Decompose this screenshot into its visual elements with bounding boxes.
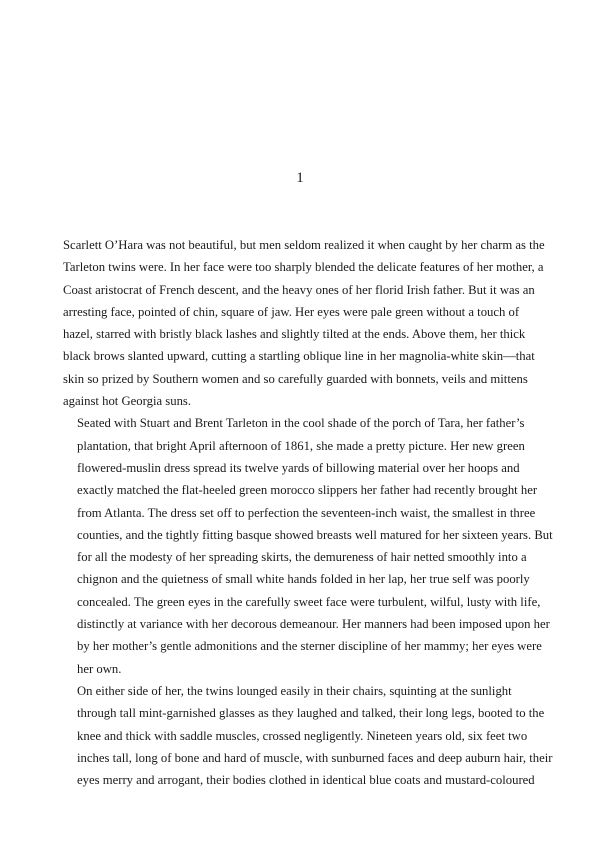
text-line: through tall mint-garnished glasses as they laughed and talked, their long legs, booted to the xyxy=(77,706,545,721)
text-line: her own. xyxy=(77,661,122,676)
text-line: by her mother’s gentle admonitions and the sterner discipline of her mammy; her eyes were xyxy=(77,639,542,654)
body-text xyxy=(63,234,553,791)
text-line: skin so prized by Southern women and so carefully guarded with bonnets, veils and mittens xyxy=(63,371,528,386)
text-line: plantation, that bright April afternoon of 1861, she made a pretty picture. Her new green xyxy=(77,438,525,453)
text-line: for all the modesty of her spreading skirts, the demureness of hair netted smoothly into a xyxy=(77,550,527,565)
text-line: counties, and the tightly fitting basque showed breasts well matured for her sixteen years. But xyxy=(77,527,553,542)
text-line: chignon and the quietness of small white hands folded in her lap, her true self was poorly xyxy=(77,572,530,587)
text-line: Scarlett O’Hara was not beautiful, but men seldom realized it when caught by her charm as the xyxy=(63,238,545,252)
text-line: arresting face, pointed of chin, square of jaw. Her eyes were pale green without a touch of xyxy=(63,304,520,319)
text-line: flowered-muslin dress spread its twelve yards of billowing material over her hoops and xyxy=(77,460,520,475)
text-line: concealed. The green eyes in the carefully sweet face were turbulent, wilful, lusty with life, xyxy=(77,594,541,609)
text-line: On either side of her, the twins lounged easily in their chairs, squinting at the sunlight xyxy=(77,683,512,698)
chapter-number: 1 xyxy=(296,170,304,186)
text-line: black brows slanted upward, cutting a startling oblique line in her magnolia-white skin—that xyxy=(63,349,535,364)
text-line: against hot Georgia suns. xyxy=(63,394,192,409)
paragraph xyxy=(63,680,553,791)
text-line: Seated with Stuart and Brent Tarleton in the cool shade of the porch of Tara, her father’s xyxy=(77,416,525,431)
text-line: Tarleton twins were. In her face were too sharply blended the delicate features of her mother, a xyxy=(63,260,544,275)
text-line: from Atlanta. The dress set off to perfection the seventeen-inch waist, the smallest in three xyxy=(77,505,536,520)
paragraph xyxy=(63,234,545,412)
text-line: inches tall, long of bone and hard of muscle, with sunburned faces and deep auburn hair, their xyxy=(77,750,553,765)
text-line: eyes merry and arrogant, their bodies clothed in identical blue coats and mustard-coloured xyxy=(77,773,535,788)
paragraph xyxy=(63,412,553,680)
text-line: hazel, starred with bristly black lashes and slightly tilted at the ends. Above them, her thick xyxy=(63,327,526,342)
text-line: exactly matched the flat-heeled green morocco slippers her father had recently brought her xyxy=(77,483,538,498)
text-line: knee and thick with saddle muscles, crossed negligently. Nineteen years old, six feet two xyxy=(77,728,528,743)
text-line: Coast aristocrat of French descent, and the heavy ones of her florid Irish father. But it was an xyxy=(63,282,535,297)
text-line: distinctly at variance with her decorous demeanour. Her manners had been imposed upon her xyxy=(77,617,550,632)
